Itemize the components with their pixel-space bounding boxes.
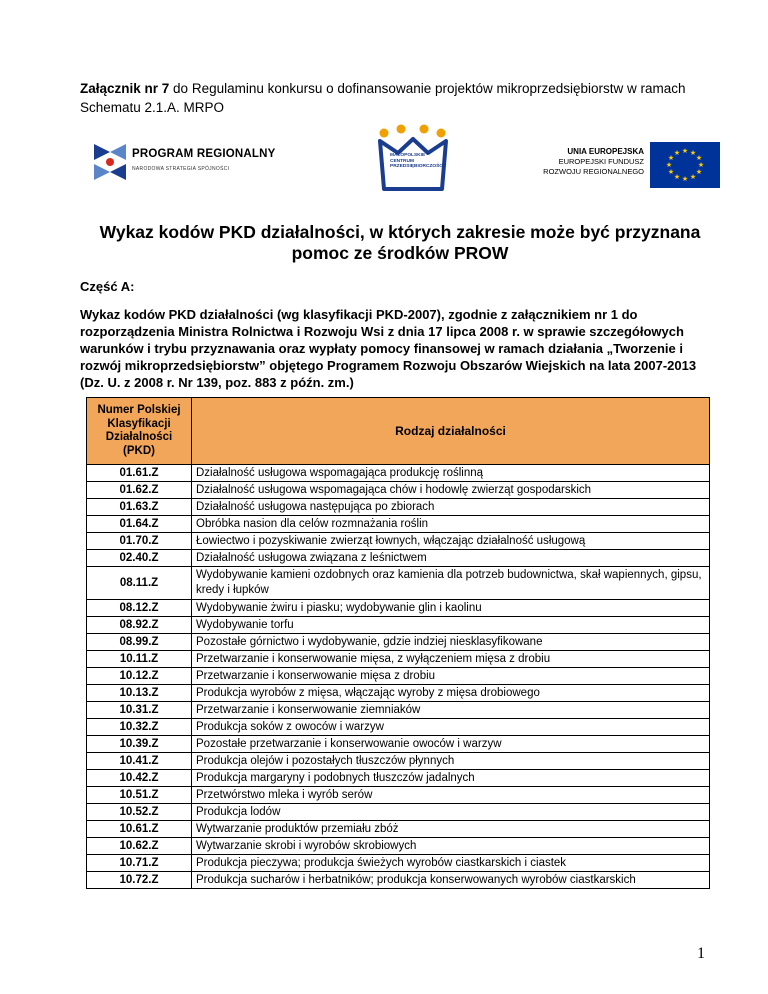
table-row bbox=[87, 685, 710, 702]
svg-text:★: ★ bbox=[695, 168, 703, 176]
pkd-code: 10.52.Z bbox=[87, 804, 192, 821]
svg-text:★: ★ bbox=[697, 161, 705, 169]
table-row bbox=[87, 719, 710, 736]
table-row bbox=[87, 872, 710, 889]
mcp-logo-text: MAŁOPOLSKIE CENTRUM PRZEDSIĘBIORCZOŚCI bbox=[390, 153, 445, 170]
svg-text:★: ★ bbox=[681, 147, 689, 155]
table-row bbox=[87, 651, 710, 668]
table-body bbox=[87, 465, 710, 889]
table-row bbox=[87, 787, 710, 804]
pkd-code: 02.40.Z bbox=[87, 550, 192, 567]
pkd-code: 08.12.Z bbox=[87, 600, 192, 617]
table-row bbox=[87, 516, 710, 533]
table-row bbox=[87, 465, 710, 482]
eu-logo-text bbox=[543, 147, 644, 177]
svg-text:★: ★ bbox=[673, 149, 681, 157]
logos-bar bbox=[80, 123, 720, 195]
activity-description: Wydobywanie żwiru i piasku; wydobywanie glin i kaolinu bbox=[192, 600, 710, 617]
activity-description: Produkcja lodów bbox=[192, 804, 710, 821]
intro-paragraph: Wykaz kodów PKD działalności (wg klasyfikacji PKD-2007), zgodnie z załącznikiem nr 1 do rozporządzenia Ministra Rolnictwa i Rozwoju Wsi z dnia 17 lipca 2008 r. w sprawie szczegółowych warunków i trybu przyznawania oraz wypłaty pomocy finansowej w ramach działania „Tworzenie i rozwój mikroprzedsiębiorstw” objętego Programem Rozwoju Obszarów Wiejskich na lata 2007-2013 (Dz. U. z 2008 r. Nr 139, poz. 883 z późn. zm.) bbox=[80, 307, 697, 390]
table-row bbox=[87, 770, 710, 787]
pkd-code: 10.31.Z bbox=[87, 702, 192, 719]
table-row bbox=[87, 617, 710, 634]
eu-line-1: UNIA EUROPEJSKA bbox=[567, 147, 644, 156]
pkd-code: 10.12.Z bbox=[87, 668, 192, 685]
pkd-code: 01.62.Z bbox=[87, 482, 192, 499]
table-row bbox=[87, 855, 710, 872]
table-row bbox=[87, 567, 710, 600]
activity-description: Wytwarzanie produktów przemiału zbóż bbox=[192, 821, 710, 838]
pkd-table bbox=[86, 397, 710, 889]
pkd-code: 10.61.Z bbox=[87, 821, 192, 838]
activity-description: Produkcja olejów i pozostałych tłuszczów płynnych bbox=[192, 753, 710, 770]
svg-text:★: ★ bbox=[665, 161, 673, 169]
attachment-text: do Regulaminu konkursu o dofinansowanie projektów mikroprzedsiębiorstw w ramach Schematu 2.1.A. MRPO bbox=[80, 81, 686, 115]
mcp-logo bbox=[372, 123, 454, 195]
table-row bbox=[87, 838, 710, 855]
pkd-code: 10.71.Z bbox=[87, 855, 192, 872]
attachment-note bbox=[80, 79, 740, 117]
activity-description: Działalność usługowa wspomagająca chów i hodowlę zwierząt gospodarskich bbox=[192, 482, 710, 499]
page-number: 1 bbox=[697, 945, 705, 962]
eu-line-2: EUROPEJSKI FUNDUSZ bbox=[558, 157, 644, 166]
part-heading: Część A: bbox=[80, 279, 135, 294]
activity-description: Działalność usługowa wspomagająca produkcję roślinną bbox=[192, 465, 710, 482]
table-row bbox=[87, 804, 710, 821]
activity-description: Pozostałe górnictwo i wydobywanie, gdzie indziej niesklasyfikowane bbox=[192, 634, 710, 651]
svg-text:★: ★ bbox=[689, 149, 697, 157]
attachment-label: Załącznik nr 7 bbox=[80, 81, 170, 96]
table-row bbox=[87, 634, 710, 651]
svg-text:★: ★ bbox=[673, 173, 681, 181]
pkd-code: 10.11.Z bbox=[87, 651, 192, 668]
activity-description: Przetwarzanie i konserwowanie ziemniaków bbox=[192, 702, 710, 719]
table-row bbox=[87, 821, 710, 838]
activity-description: Produkcja soków z owoców i warzyw bbox=[192, 719, 710, 736]
table-row bbox=[87, 668, 710, 685]
header-activity-type: Rodzaj działalności bbox=[192, 398, 710, 465]
activity-description: Produkcja pieczywa; produkcja świeżych wyrobów ciastkarskich i ciastek bbox=[192, 855, 710, 872]
activity-description: Produkcja sucharów i herbatników; produkcja konserwowanych wyrobów ciastkarskich bbox=[192, 872, 710, 889]
activity-description: Łowiectwo i pozyskiwanie zwierząt łownych, włączając działalność usługową bbox=[192, 533, 710, 550]
table-row bbox=[87, 736, 710, 753]
table-row bbox=[87, 753, 710, 770]
activity-description: Przetwórstwo mleka i wyrób serów bbox=[192, 787, 710, 804]
activity-description: Produkcja margaryny i podobnych tłuszczów jadalnych bbox=[192, 770, 710, 787]
activity-description: Pozostałe przetwarzanie i konserwowanie owoców i warzyw bbox=[192, 736, 710, 753]
activity-description: Wytwarzanie skrobi i wyrobów skrobiowych bbox=[192, 838, 710, 855]
pkd-code: 10.32.Z bbox=[87, 719, 192, 736]
table-row bbox=[87, 600, 710, 617]
pkd-code: 10.62.Z bbox=[87, 838, 192, 855]
pkd-code: 01.63.Z bbox=[87, 499, 192, 516]
document-title: Wykaz kodów PKD działalności, w których zakresie może być przyznana pomoc ze środków PROW bbox=[99, 222, 701, 263]
pkd-code: 10.39.Z bbox=[87, 736, 192, 753]
program-regionalny-emblem-icon bbox=[90, 140, 130, 184]
table-row bbox=[87, 550, 710, 567]
pkd-code: 10.41.Z bbox=[87, 753, 192, 770]
table-header-row bbox=[87, 398, 710, 465]
activity-description: Produkcja wyrobów z mięsa, włączając wyroby z mięsa drobiowego bbox=[192, 685, 710, 702]
svg-text:★: ★ bbox=[667, 168, 675, 176]
pkd-code: 08.99.Z bbox=[87, 634, 192, 651]
pkd-code: 10.51.Z bbox=[87, 787, 192, 804]
table-row bbox=[87, 482, 710, 499]
eu-flag-icon bbox=[650, 142, 720, 188]
activity-description: Przetwarzanie i konserwowanie mięsa, z wyłączeniem mięsa z drobiu bbox=[192, 651, 710, 668]
activity-description: Wydobywanie torfu bbox=[192, 617, 710, 634]
activity-description: Obróbka nasion dla celów rozmnażania roślin bbox=[192, 516, 710, 533]
table-row bbox=[87, 499, 710, 516]
pkd-code: 10.13.Z bbox=[87, 685, 192, 702]
eu-logo bbox=[528, 142, 720, 192]
pkd-code: 10.72.Z bbox=[87, 872, 192, 889]
pkd-code: 08.11.Z bbox=[87, 567, 192, 600]
pkd-code: 01.64.Z bbox=[87, 516, 192, 533]
pkd-code: 01.70.Z bbox=[87, 533, 192, 550]
table-row bbox=[87, 533, 710, 550]
table-row bbox=[87, 702, 710, 719]
pkd-code: 08.92.Z bbox=[87, 617, 192, 634]
svg-text:★: ★ bbox=[695, 154, 703, 162]
program-regionalny-logo bbox=[90, 140, 276, 184]
svg-text:★: ★ bbox=[667, 154, 675, 162]
activity-description: Działalność usługowa związana z leśnictwem bbox=[192, 550, 710, 567]
svg-text:★: ★ bbox=[681, 175, 689, 183]
program-regionalny-title: PROGRAM REGIONALNY bbox=[132, 148, 276, 160]
header-pkd-number: Numer Polskiej Klasyfikacji Działalności (PKD) bbox=[87, 398, 192, 465]
activity-description: Przetwarzanie i konserwowanie mięsa z drobiu bbox=[192, 668, 710, 685]
eu-line-3: ROZWOJU REGIONALNEGO bbox=[543, 167, 644, 176]
pkd-code: 01.61.Z bbox=[87, 465, 192, 482]
activity-description: Działalność usługowa następująca po zbiorach bbox=[192, 499, 710, 516]
program-regionalny-subtitle: NARODOWA STRATEGIA SPÓJNOŚCI bbox=[132, 166, 230, 172]
pkd-code: 10.42.Z bbox=[87, 770, 192, 787]
activity-description: Wydobywanie kamieni ozdobnych oraz kamienia dla potrzeb budownictwa, skał wapiennych, gipsu, kredy i łupków bbox=[192, 567, 710, 600]
svg-text:★: ★ bbox=[689, 173, 697, 181]
